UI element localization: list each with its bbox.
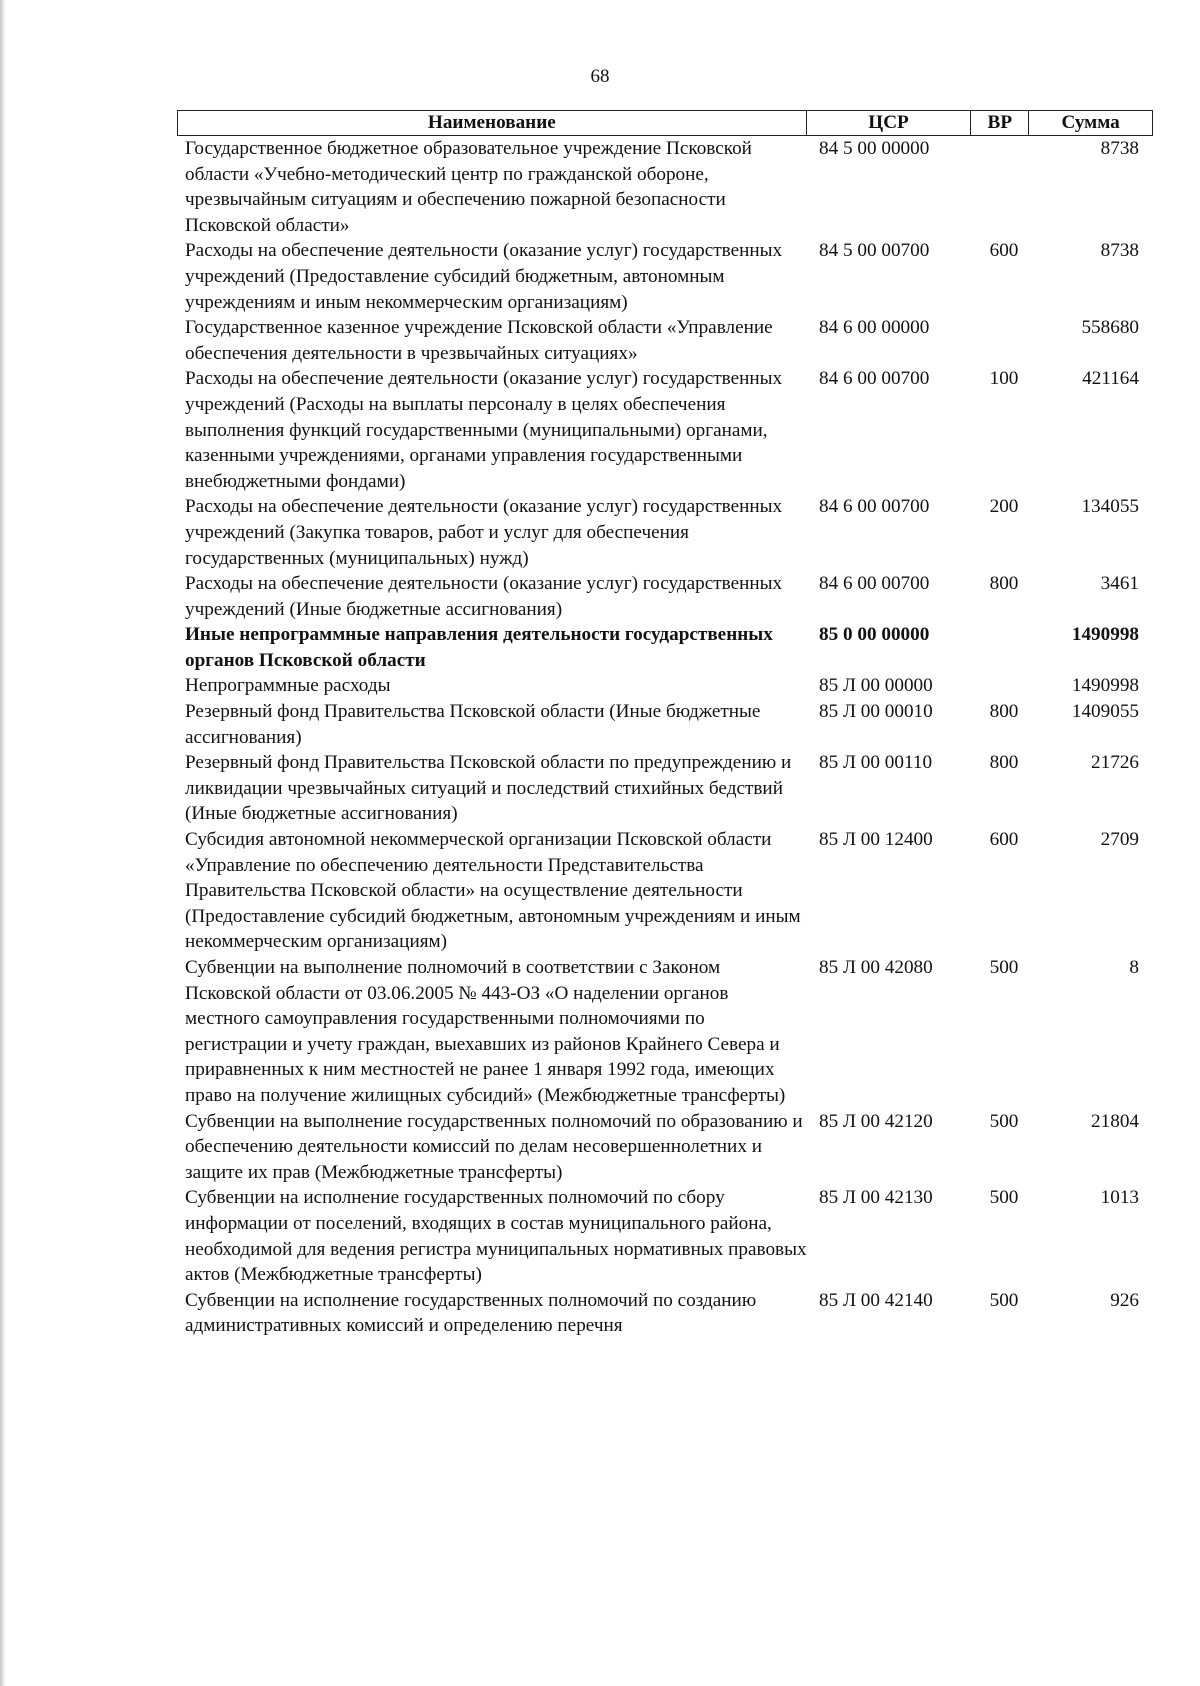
row-sum: 21726: [1091, 752, 1139, 774]
row-name: Резервный фонд Правительства Псковской области (Иные бюджетные ассигнования): [185, 701, 761, 748]
row-csr: 85 Л 00 00000: [819, 675, 933, 697]
row-vr: 800: [989, 573, 1019, 595]
page-number: 68: [590, 66, 610, 87]
table-row: [177, 1185, 1153, 1287]
table-header: [177, 110, 1153, 136]
row-vr: 500: [989, 1289, 1019, 1311]
row-sum: 421164: [1082, 368, 1139, 390]
row-vr: 500: [989, 1110, 1019, 1132]
row-sum: 926: [1110, 1289, 1139, 1311]
row-sum: 3461: [1100, 573, 1139, 595]
header-vr: ВР: [971, 111, 1029, 135]
row-vr: 500: [989, 1187, 1019, 1209]
header-csr: ЦСР: [807, 111, 972, 135]
row-name: Непрограммные расходы: [185, 675, 391, 697]
table-body: [177, 136, 1153, 1339]
table-row: [177, 366, 1153, 494]
row-csr: 85 Л 00 00010: [819, 701, 933, 723]
row-vr: 600: [989, 829, 1019, 851]
table-row: [177, 673, 1153, 699]
row-name: Субсидия автономной некоммерческой организации Псковской области «Управление по обеспечению деятельности Представительства Правительства Псковской области» на осуществление деятельности (Предоставление субсидий бюджетным, автономным учреждениям и иным некоммерческим организациям): [185, 829, 801, 953]
row-name: Расходы на обеспечение деятельности (оказание услуг) государственных учреждений (Иные бюджетные ассигнования): [185, 573, 783, 620]
table-row: [177, 699, 1153, 750]
row-name: Субвенции на исполнение государственных полномочий по созданию административных комиссий и определению перечня: [185, 1289, 757, 1337]
row-csr: 84 6 00 00000: [819, 317, 930, 339]
row-sum: 1013: [1100, 1187, 1139, 1209]
header-name: Наименование: [178, 111, 807, 135]
row-vr: 200: [989, 496, 1019, 518]
row-csr: 84 6 00 00700: [819, 496, 930, 518]
row-csr: 84 6 00 00700: [819, 368, 930, 390]
table-row: [177, 1109, 1153, 1186]
row-csr: 85 Л 00 12400: [819, 829, 933, 851]
row-sum: 1490998: [1071, 624, 1139, 646]
table-row: [177, 315, 1153, 366]
row-name: Субвенции на выполнение полномочий в соответствии с Законом Псковской области от 03.06.2005 № 443-ОЗ «О наделении органов местного самоуправления государственными полномочиями по регистрации и учету граждан, выехавших из районов Крайнего Севера и приравненных к ним местностей не ранее 1 января 1992 года, имеющих право на получение жилищных субсидий» (Межбюджетные трансферты): [185, 957, 786, 1106]
row-sum: 8: [1129, 957, 1139, 978]
table-row: [177, 622, 1153, 673]
row-sum: 558680: [1081, 317, 1139, 339]
row-sum: 8738: [1100, 240, 1139, 262]
scan-edge: [0, 0, 6, 1686]
table-row: [177, 494, 1153, 571]
row-name: Субвенции на выполнение государственных полномочий по образованию и обеспечению деятельности комиссий по делам несовершеннолетних и защите их прав (Межбюджетные трансферты): [185, 1110, 803, 1183]
table-row: [177, 1288, 1153, 1339]
row-csr: 84 5 00 00000: [819, 138, 930, 159]
row-csr: 85 Л 00 42120: [819, 1110, 933, 1132]
table-row: [177, 136, 1153, 238]
row-csr: 85 Л 00 00110: [819, 752, 933, 774]
row-name: Иные непрограммные направления деятельности государственных органов Псковской области: [185, 624, 773, 671]
row-csr: 85 Л 00 42130: [819, 1187, 933, 1209]
table-row: [177, 571, 1153, 622]
row-csr: 85 Л 00 42140: [819, 1289, 933, 1311]
row-sum: 1490998: [1071, 675, 1139, 697]
row-vr: 100: [989, 368, 1019, 390]
row-vr: 800: [989, 752, 1019, 774]
row-name: Государственное бюджетное образовательное учреждение Псковской области «Учебно-методический центр по гражданской обороне, чрезвычайным ситуациям и обеспечению пожарной безопасности Псковской области»: [185, 138, 752, 236]
row-name: Резервный фонд Правительства Псковской области по предупреждению и ликвидации чрезвычайных ситуаций и последствий стихийных бедствий (Иные бюджетные ассигнования): [185, 752, 792, 825]
row-name: Расходы на обеспечение деятельности (оказание услуг) государственных учреждений (Предоставление субсидий бюджетным, автономным учреждениям и иным некоммерческим организациям): [185, 240, 783, 313]
table-row: [177, 955, 1153, 1109]
row-csr: 84 5 00 00700: [819, 240, 930, 262]
row-vr: 600: [989, 240, 1019, 262]
row-vr: 500: [989, 957, 1019, 978]
row-name: Расходы на обеспечение деятельности (оказание услуг) государственных учреждений (Закупка товаров, работ и услуг для обеспечения государственных (муниципальных) нужд): [185, 496, 783, 569]
row-sum: 8738: [1100, 138, 1139, 159]
row-csr: 84 6 00 00700: [819, 573, 930, 595]
budget-table: [177, 110, 1153, 1339]
row-sum: 21804: [1091, 1110, 1139, 1132]
header-sum: Сумма: [1061, 112, 1120, 133]
row-vr: 800: [989, 701, 1019, 723]
table-row: [177, 827, 1153, 955]
row-name: Государственное казенное учреждение Псковской области «Управление обеспечения деятельности в чрезвычайных ситуациях»: [185, 317, 773, 364]
table-row: [177, 750, 1153, 827]
row-sum: 1409055: [1071, 701, 1139, 723]
row-sum: 2709: [1100, 829, 1139, 851]
row-name: Расходы на обеспечение деятельности (оказание услуг) государственных учреждений (Расходы на выплаты персоналу в целях обеспечения выполнения функций государственными (муниципальными) органами, казенными учреждениями, органами управления государственными внебюджетными фондами): [185, 368, 783, 492]
table-row: [177, 238, 1153, 315]
row-csr: 85 0 00 00000: [819, 624, 930, 646]
row-csr: 85 Л 00 42080: [819, 957, 933, 978]
row-sum: 134055: [1081, 496, 1139, 518]
row-name: Субвенции на исполнение государственных полномочий по сбору информации от поселений, входящих в состав муниципального района, необходимой для ведения регистра муниципальных нормативных правовых актов (Межбюджетные трансферты): [185, 1187, 807, 1286]
